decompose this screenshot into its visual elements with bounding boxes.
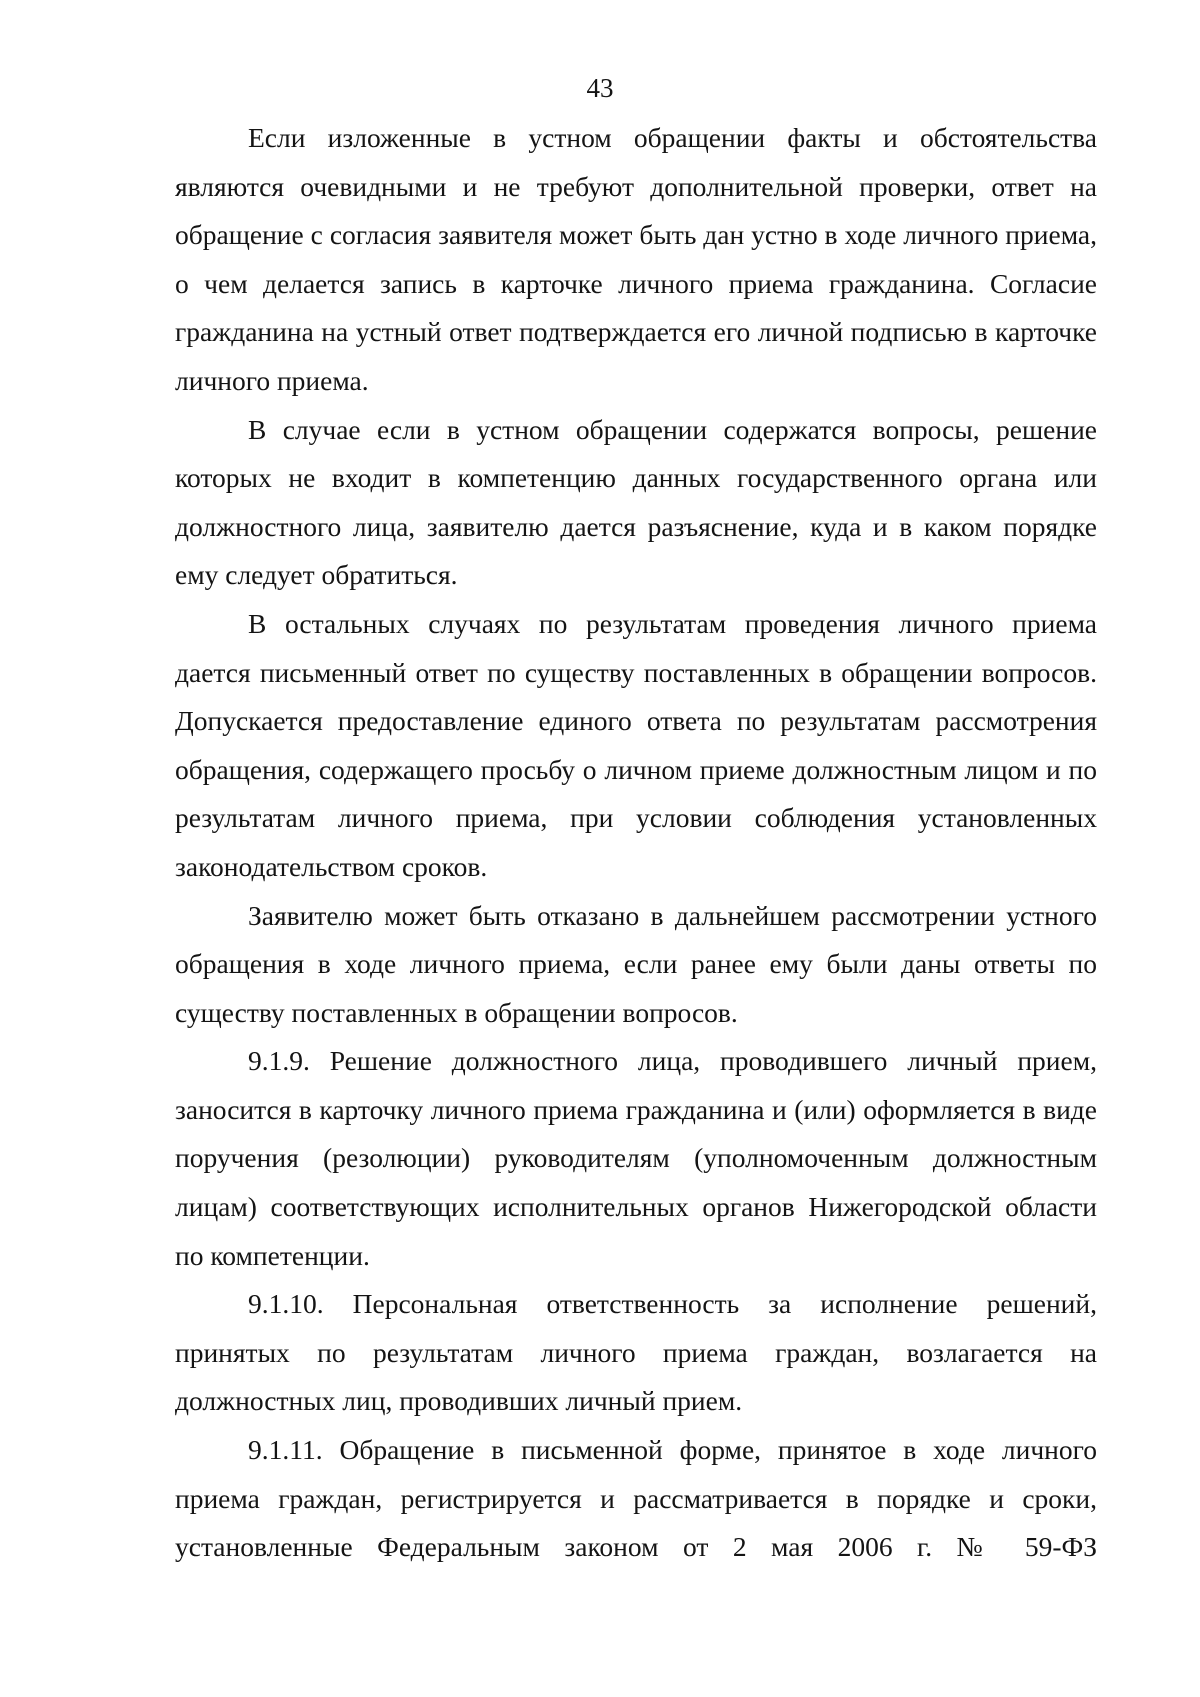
paragraph-refusal: Заявителю может быть отказано в дальнейшем рассмотрении устного обращения в ходе личного приема, если ранее ему были даны ответы по существу поставленных в обращении вопросов. xyxy=(175,899,1097,1028)
paragraph-9-1-9: 9.1.9. Решение должностного лица, проводившего личный прием, заносится в карточку личного приема гражданина и (или) оформляется в виде поручения (резолюции) руководителям (уполномоченным должностным лицам) соответствующих исполнительных органов Нижегородской области по компетенции. xyxy=(175,1045,1097,1271)
paragraph-out-of-competence: В случае если в устном обращении содержатся вопросы, решение которых не входит в компетенцию данных государственного органа или должностного лица, заявителю дается разъяснение, куда и в каком порядке ему следует обратиться. xyxy=(175,413,1097,591)
paragraph-9-1-10: 9.1.10. Персональная ответственность за исполнение решений, принятых по результатам личного приема граждан, возлагается на должностных лиц, проводивших личный прием. xyxy=(175,1288,1097,1417)
page-number: 43 xyxy=(586,73,614,103)
paragraph-9-1-11: 9.1.11. Обращение в письменной форме, принятое в ходе личного приема граждан, регистрируется и рассматривается в порядке и сроки, установленные Федеральным законом от 2 мая 2006 г. № 59-ФЗ xyxy=(175,1434,1097,1563)
paragraph-oral-answer: Если изложенные в устном обращении факты и обстоятельства являются очевидными и не требуют дополнительной проверки, ответ на обращение с согласия заявителя может быть дан устно в ходе личного приема, о чем делается запись в карточке личного приема гражданина. Согласие гражданина на устный ответ подтверждается его личной подписью в карточке личного приема. xyxy=(175,122,1097,396)
document-body xyxy=(175,114,1097,1572)
paragraph-written-answer: В остальных случаях по результатам проведения личного приема дается письменный ответ по существу поставленных в обращении вопросов. Допускается предоставление единого ответа по результатам рассмотрения обращения, содержащего просьбу о личном приеме должностным лицом и по результатам личного приема, при условии соблюдения установленных законодательством сроков. xyxy=(175,607,1097,882)
